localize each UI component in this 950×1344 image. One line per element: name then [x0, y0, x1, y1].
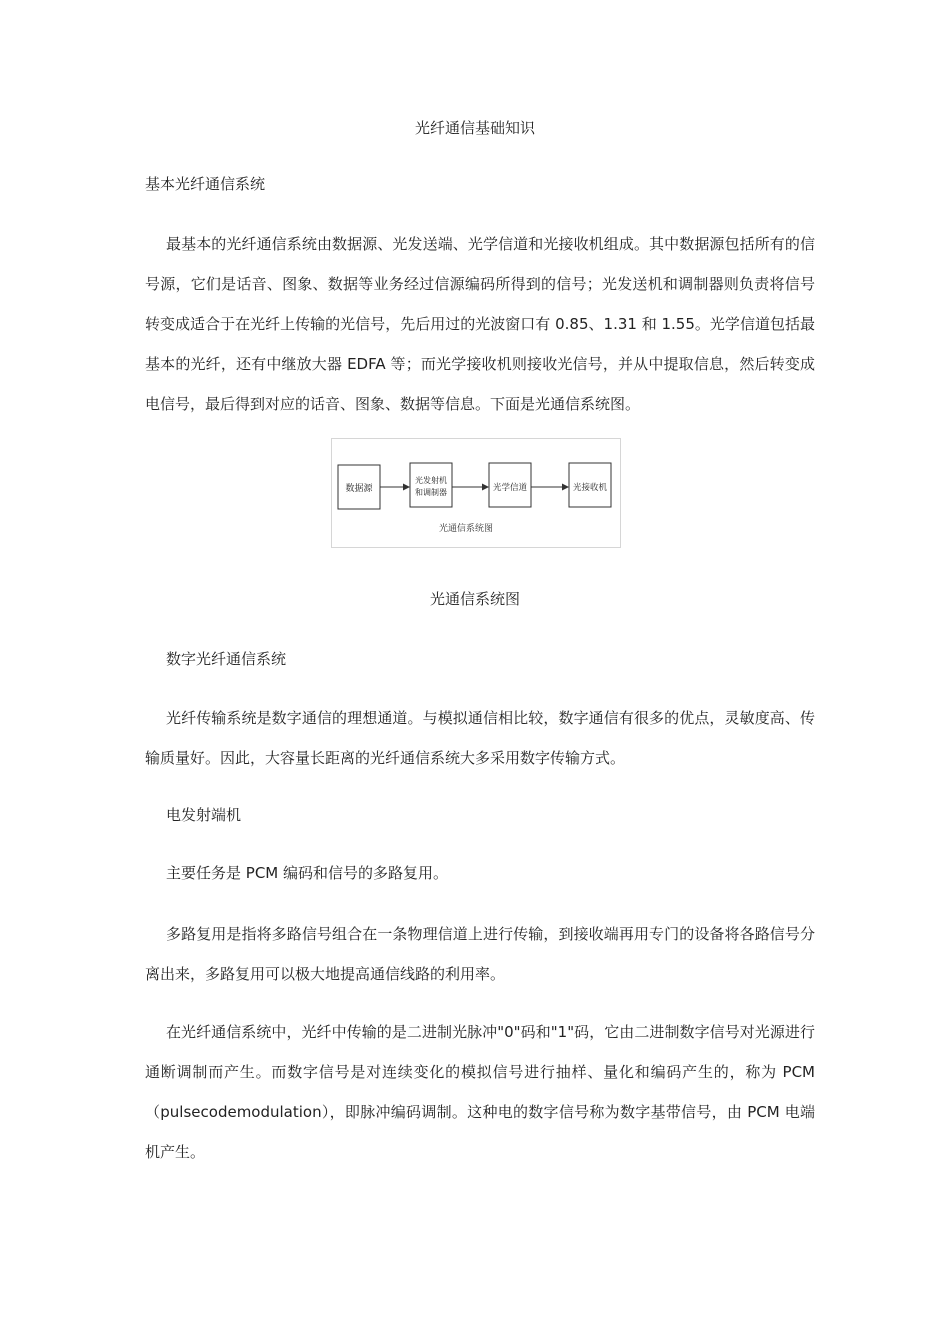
diagram-inner-caption: 光通信系统图 — [438, 524, 494, 534]
diagram-box-transmitter-label-line1: 光发射机 — [415, 476, 447, 485]
figure-caption: 光通信系统图 — [429, 590, 520, 608]
paragraph-main-task: 主要任务是 PCM 编码和信号的多路复用。 — [166, 864, 448, 882]
section-heading-basic-system: 基本光纤通信系统 — [145, 175, 266, 193]
system-diagram — [331, 438, 621, 548]
section-heading-electrical-transmitter: 电发射端机 — [166, 806, 242, 824]
paragraph-digital-system: 光纤传输系统是数字通信的理想通道。与模拟通信相比较，数字通信有很多的优点，灵敏度高、传输质量好。因此，大容量长距离的光纤通信系统大多采用数字传输方式。 — [145, 709, 815, 767]
document-title: 光纤通信基础知识 — [414, 119, 535, 137]
diagram-box-data-source-label: 数据源 — [345, 484, 373, 494]
section-heading-digital-system: 数字光纤通信系统 — [166, 650, 287, 668]
paragraph-multiplexing: 多路复用是指将多路信号组合在一条物理信道上进行传输，到接收端再用专门的设备将各路信号分离出来，多路复用可以极大地提高通信线路的利用率。 — [145, 925, 815, 983]
diagram-box-transmitter-label-line2: 和调制器 — [415, 488, 447, 497]
system-diagram-svg — [332, 439, 620, 547]
diagram-box-optical-channel-label: 光学信道 — [492, 483, 528, 493]
diagram-box-receiver-label: 光接收机 — [572, 483, 608, 493]
paragraph-basic-system: 最基本的光纤通信系统由数据源、光发送端、光学信道和光接收机组成。其中数据源包括所有的信号源，它们是话音、图象、数据等业务经过信源编码所得到的信号；光发送机和调制器则负责将信号转变成适合于在光纤上传输的光信号，先后用过的光波窗口有 0.85、1.31 和 1.55。光学信道包括最基本的光纤，还有中继放大器 EDFA 等；而光学接收机则接收光信号，并从中提取信息，然后转变成电信号，最后得到对应的话音、图象、数据等信息。下面是光通信系统图。 — [145, 235, 815, 413]
paragraph-pcm: 在光纤通信系统中，光纤中传输的是二进制光脉冲"0"码和"1"码，它由二进制数字信号对光源进行通断调制而产生。而数字信号是对连续变化的模拟信号进行抽样、量化和编码产生的，称为 PCM（pulsecodemodulation），即脉冲编码调制。这种电的数字信号称为数字基带信号，由 PCM 电端机产生。 — [145, 1023, 815, 1161]
diagram-box-transmitter — [410, 463, 452, 507]
